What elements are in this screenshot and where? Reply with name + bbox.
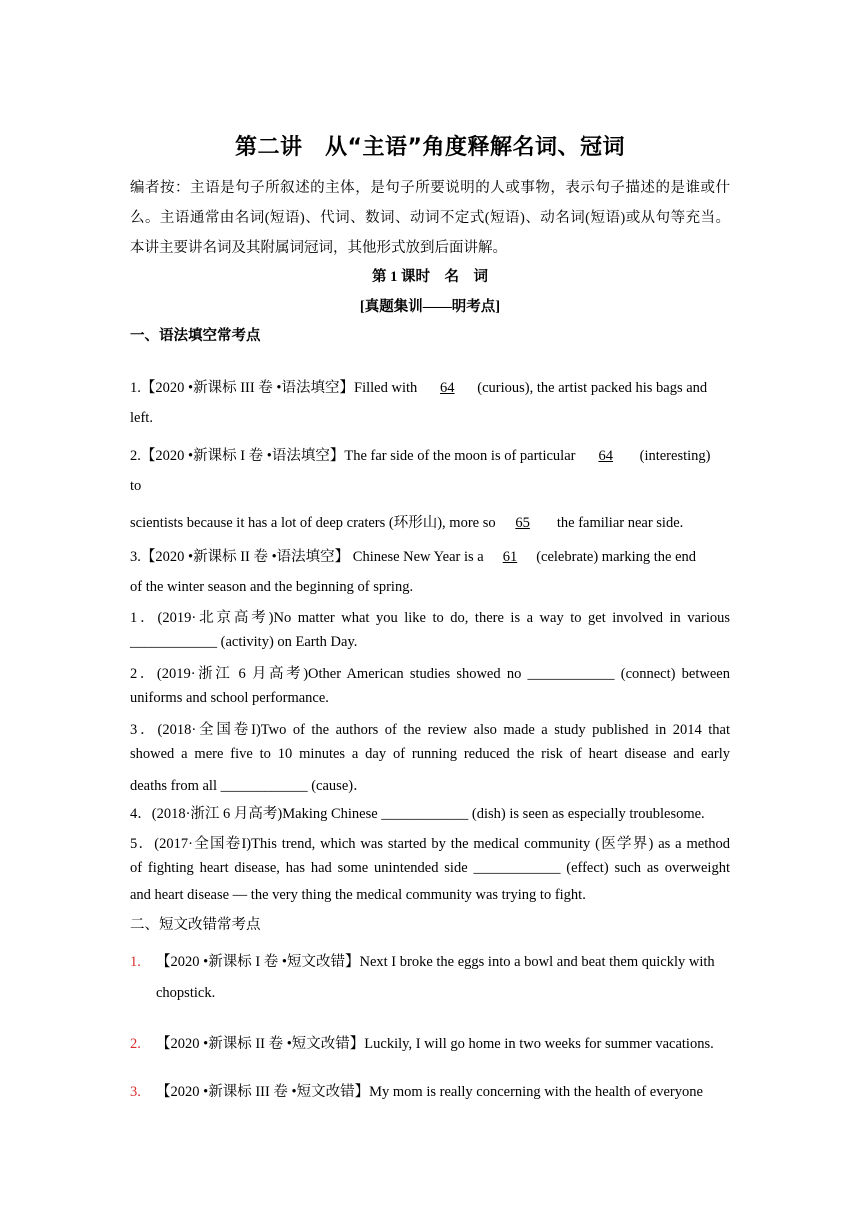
- correction-item-3: [130, 1080, 730, 1101]
- q1-blank: 64: [440, 380, 455, 396]
- section2-heading: 二、短文改错常考点: [130, 917, 261, 933]
- q1-line: [130, 376, 730, 397]
- q2-blank: 64: [598, 448, 613, 464]
- q2-blank-2: 65: [515, 515, 530, 531]
- q1-cont: left.: [130, 410, 153, 426]
- practice-line-6: showed a mere five to 10 minutes a day of running reduced the risk of heart disease and early: [130, 746, 730, 762]
- q3-blank: 61: [502, 549, 518, 565]
- correction-num-3: 3.: [130, 1084, 141, 1100]
- q1-rest: (curious), the artist packed his bags and: [477, 380, 708, 396]
- practice-line-9: 5．(2017·全国卷I)This trend, which was started by the medical community (医学界) as a method: [130, 836, 730, 852]
- page-title: 第二讲 从“主语”角度释解名词、冠词: [235, 135, 625, 160]
- correction-item-2: [130, 1032, 730, 1053]
- correction-item-1: [130, 950, 730, 971]
- practice-line-4: uniforms and school performance.: [130, 690, 329, 706]
- intro-line-3: 本讲主要讲名词及其附属词冠词，其他形式放到后面讲解。: [130, 240, 507, 256]
- intro-line-1: 编者按：主语是句子所叙述的主体，是句子所要说明的人或事物，表示句子描述的是谁或什: [130, 180, 730, 196]
- q2-cont-2b: the familiar near side.: [556, 515, 684, 531]
- q2-rest: (interesting): [639, 448, 711, 464]
- section1-heading: 一、语法填空常考点: [130, 328, 261, 344]
- q2-cont-1: to: [130, 478, 142, 494]
- practice-line-5: 3．(2018·全国卷I)Two of the authors of the review also made a study published in 2014 that: [130, 722, 730, 738]
- q2-line: [130, 444, 730, 465]
- q2-cont-2: [130, 511, 730, 532]
- q3-label: 3.【2020 •新课标 II 卷 •语法填空】 Chinese New Year is a: [130, 549, 484, 565]
- practice-line-11: and heart disease — the very thing the medical community was trying to fight.: [130, 887, 586, 903]
- correction-text-1: 【2020 •新课标 I 卷 •短文改错】Next I broke the eggs into a bowl and beat them quickly with: [156, 954, 715, 970]
- correction-num-1: 1.: [130, 954, 141, 970]
- lesson-heading: 第 1 课时 名 词: [372, 269, 488, 285]
- q3-line: [130, 545, 730, 566]
- q2-label: 2.【2020 •新课标 I 卷 •语法填空】The far side of the moon is of particular: [130, 448, 576, 464]
- q1-label: 1.【2020 •新课标 III 卷 •语法填空】Filled with: [130, 380, 418, 396]
- intro-line-2: 么。主语通常由名词(短语)、代词、数词、动词不定式(短语)、动名词(短语)或从句等充当。: [130, 210, 730, 226]
- q3-rest: (celebrate) marking the end: [536, 549, 697, 565]
- correction-text-2: 【2020 •新课标 II 卷 •短文改错】Luckily, I will go home in two weeks for summer vacations.: [156, 1036, 714, 1052]
- practice-line-7: deaths from all ____________ (cause)．: [130, 778, 368, 794]
- practice-line-8: 4．(2018·浙江 6 月高考)Making Chinese ____________ (dish) is seen as especially troublesome.: [130, 806, 705, 822]
- practice-line-2: ____________ (activity) on Earth Day.: [130, 634, 358, 650]
- sub-heading: [真题集训——明考点]: [359, 299, 501, 315]
- practice-line-3: 2．(2019·浙江 6 月高考)Other American studies showed no ____________ (connect) between: [130, 666, 730, 682]
- correction-num-2: 2.: [130, 1036, 141, 1052]
- practice-line-10: of fighting heart disease, has had some unintended side ____________ (effect) such as overweight: [130, 860, 730, 876]
- practice-line-1: 1．(2019·北京高考)No matter what you like to do, there is a way to get involved in various: [130, 610, 730, 626]
- correction-cont-1: chopstick.: [156, 985, 216, 1001]
- q2-cont-2a: scientists because it has a lot of deep craters (环形山), more so: [130, 515, 496, 531]
- correction-text-3: 【2020 •新课标 III 卷 •短文改错】My mom is really concerning with the health of everyone: [156, 1084, 703, 1100]
- q3-cont: of the winter season and the beginning of spring.: [130, 579, 414, 595]
